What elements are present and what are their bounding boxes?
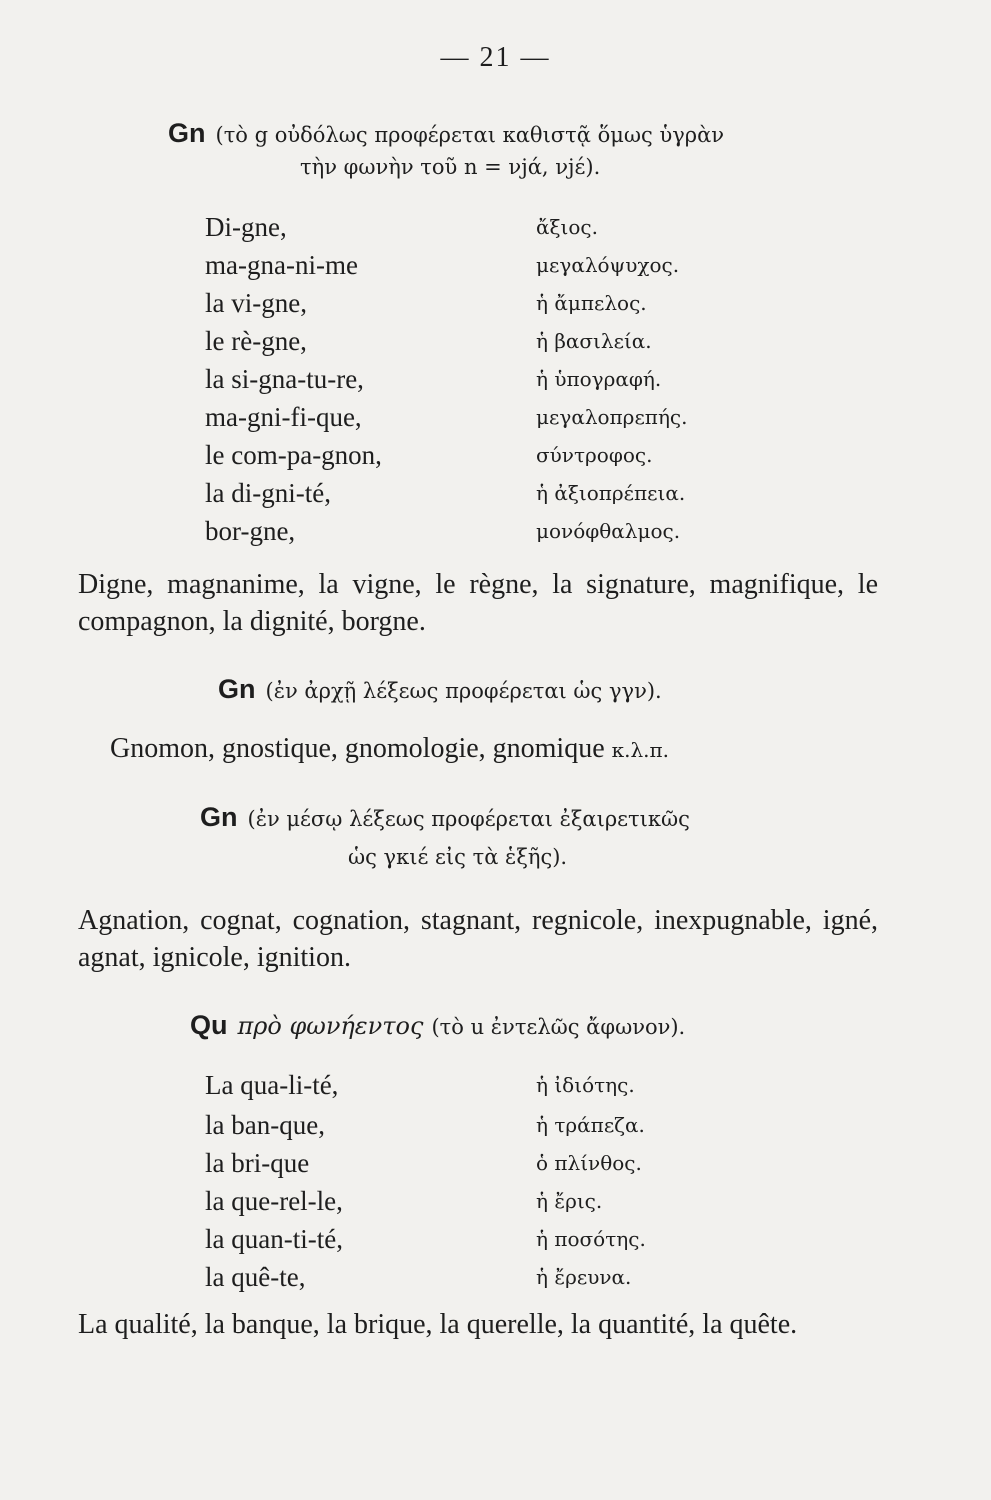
greek-translation: ὁ πλίνθος.	[536, 1151, 642, 1175]
etcetera-abbreviation: κ.λ.π.	[611, 738, 670, 762]
list-item	[0, 1106, 991, 1144]
gn-heading-3	[200, 802, 690, 834]
greek-translation: μονόφθαλμος.	[536, 519, 681, 543]
french-word: ma-gni-fi-que,	[205, 402, 362, 432]
french-word: Di-gne,	[205, 212, 287, 242]
gn-heading-1-line2: τὴν φωνὴν τοῦ n = νjά, νjέ).	[300, 155, 601, 179]
gn-label: Gn	[168, 118, 206, 148]
greek-translation: ἡ ἰδιότης.	[536, 1073, 635, 1097]
greek-translation: ἡ ποσότης.	[536, 1227, 646, 1251]
french-word: la ban-que,	[205, 1110, 325, 1140]
greek-translation: ἡ ἄμπελος.	[536, 291, 647, 315]
french-word: la quan-ti-té,	[205, 1224, 343, 1254]
gn-rule-text-2: (ἐν ἀρχῇ λέξεως προφέρεται ὡς γγν).	[265, 679, 662, 703]
gn-rule-text-1: (τὸ g οὐδόλως προφέρεται καθιστᾷ ὅμως ὑγρὰν	[215, 123, 725, 147]
french-word: la bri-que	[205, 1148, 310, 1178]
french-word: le rè-gne,	[205, 326, 307, 356]
greek-translation: ἡ ἀξιοπρέπεια.	[536, 481, 686, 505]
list-item	[0, 246, 991, 284]
french-word: La qua-li-té,	[205, 1070, 339, 1100]
page-number: — 21 —	[440, 42, 551, 73]
list-item	[0, 436, 991, 474]
list-item	[0, 474, 991, 512]
list-item	[0, 1182, 991, 1220]
qu-heading	[190, 1010, 685, 1042]
gn-rule-text-3: (ἐν μέσῳ λέξεως προφέρεται ἐξαιρετικῶς	[247, 807, 690, 831]
greek-translation: ἡ βασιλεία.	[536, 329, 652, 353]
gn-heading-1	[168, 118, 724, 150]
qu-rule-text: (τὸ u ἐντελῶς ἄφωνον).	[431, 1015, 686, 1039]
gn-heading-2	[218, 674, 662, 706]
gn-heading-3-line2: ὡς γκιέ εἰς τὰ ἑξῆς).	[348, 845, 568, 869]
greek-translation: ἡ ἔρις.	[536, 1189, 603, 1213]
french-word: la di-gni-té,	[205, 478, 331, 508]
greek-translation: μεγαλοπρεπής.	[536, 405, 688, 429]
qu-label: Qu	[190, 1010, 228, 1040]
list-item	[0, 284, 991, 322]
list-item	[0, 208, 991, 246]
list-item	[0, 1066, 991, 1104]
list-item	[0, 1144, 991, 1182]
french-word: la quê-te,	[205, 1262, 306, 1292]
greek-translation: ἡ τράπεζα.	[536, 1113, 645, 1137]
gn-label: Gn	[218, 674, 256, 704]
french-word: le com-pa-gnon,	[205, 440, 382, 470]
list-item	[0, 398, 991, 436]
qu-summary-paragraph: La qualité, la banque, la brique, la querelle, la quantité, la quête.	[78, 1309, 798, 1340]
french-word: la que-rel-le,	[205, 1186, 343, 1216]
greek-translation: ἡ ὑπογραφή.	[536, 367, 662, 391]
french-word: ma-gna-ni-me	[205, 250, 358, 280]
gn-label: Gn	[200, 802, 238, 832]
french-word: la vi-gne,	[205, 288, 307, 318]
qu-rule-italic: πρὸ φωνήεντος	[237, 1012, 424, 1040]
list-item	[0, 360, 991, 398]
gn-exceptions-paragraph: Agnation, cognat, cognation, stagnant, regnicole, inexpugnable, igné, agnat, ignicole, ignition.	[78, 905, 878, 973]
list-item	[0, 512, 991, 550]
gn-initial-examples	[110, 730, 669, 769]
gn-summary-paragraph: Digne, magnanime, la vigne, le règne, la signature, magnifique, le compagnon, la dignité, borgne.	[78, 569, 878, 637]
greek-translation: ἄξιος.	[536, 215, 598, 239]
list-item	[0, 322, 991, 360]
greek-translation: ἡ ἔρευνα.	[536, 1265, 632, 1289]
greek-translation: σύντροφος.	[536, 443, 653, 467]
example-words: Gnomon, gnostique, gnomologie, gnomique	[110, 733, 605, 764]
greek-translation: μεγαλόψυχος.	[536, 253, 680, 277]
french-word: bor-gne,	[205, 516, 296, 546]
list-item	[0, 1220, 991, 1258]
list-item	[0, 1258, 991, 1296]
french-word: la si-gna-tu-re,	[205, 364, 364, 394]
